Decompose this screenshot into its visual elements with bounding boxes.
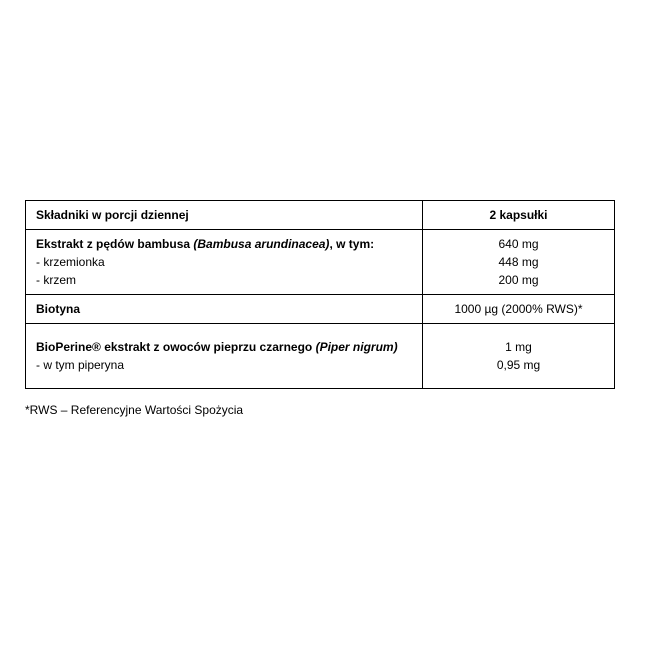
bamboo-value-cell bbox=[423, 230, 615, 295]
bamboo-value: 640 mg bbox=[498, 237, 539, 251]
bamboo-name bbox=[36, 235, 412, 253]
bamboo-name-latin: (Bambusa arundinacea) bbox=[193, 237, 330, 251]
biotin-name: Biotyna bbox=[36, 302, 81, 316]
bioperine-name-prefix: BioPerine® ekstrakt z owoców pieprzu czarnego bbox=[36, 340, 316, 354]
bioperine-name-latin: (Piper nigrum) bbox=[315, 340, 398, 354]
table-row-bamboo bbox=[26, 230, 615, 295]
header-name: Składniki w porcji dziennej bbox=[36, 208, 189, 222]
header-value-cell bbox=[423, 201, 615, 230]
bamboo-name-suffix: , w tym: bbox=[329, 237, 375, 251]
table-row-biotin bbox=[26, 295, 615, 324]
bamboo-name-prefix: Ekstrakt z pędów bambusa bbox=[36, 237, 194, 251]
bioperine-value: 1 mg bbox=[505, 340, 532, 354]
bioperine-subitem-piperine-value: 0,95 mg bbox=[496, 358, 541, 372]
header-name-cell bbox=[26, 201, 423, 230]
bioperine-name-cell bbox=[26, 324, 423, 389]
bamboo-subitem-silicon: - krzem bbox=[36, 273, 76, 287]
bioperine-value-cell bbox=[423, 324, 615, 389]
header-value: 2 kapsułki bbox=[489, 208, 548, 222]
table-row-bioperine bbox=[26, 324, 615, 389]
bamboo-subitem-silicon-value: 200 mg bbox=[498, 273, 539, 287]
bioperine-name bbox=[36, 338, 412, 356]
bamboo-subitem-silica-value: 448 mg bbox=[498, 255, 539, 269]
biotin-name-cell bbox=[26, 295, 423, 324]
bamboo-name-cell bbox=[26, 230, 423, 295]
nutrition-table bbox=[25, 200, 615, 389]
table-header-row bbox=[26, 201, 615, 230]
bioperine-subitem-piperine: - w tym piperyna bbox=[36, 358, 125, 372]
footnote: *RWS – Referencyjne Wartości Spożycia bbox=[25, 403, 244, 417]
biotin-value-cell bbox=[423, 295, 615, 324]
bamboo-subitem-silica: - krzemionka bbox=[36, 255, 105, 269]
biotin-value: 1000 µg (2000% RWS)* bbox=[454, 302, 583, 316]
